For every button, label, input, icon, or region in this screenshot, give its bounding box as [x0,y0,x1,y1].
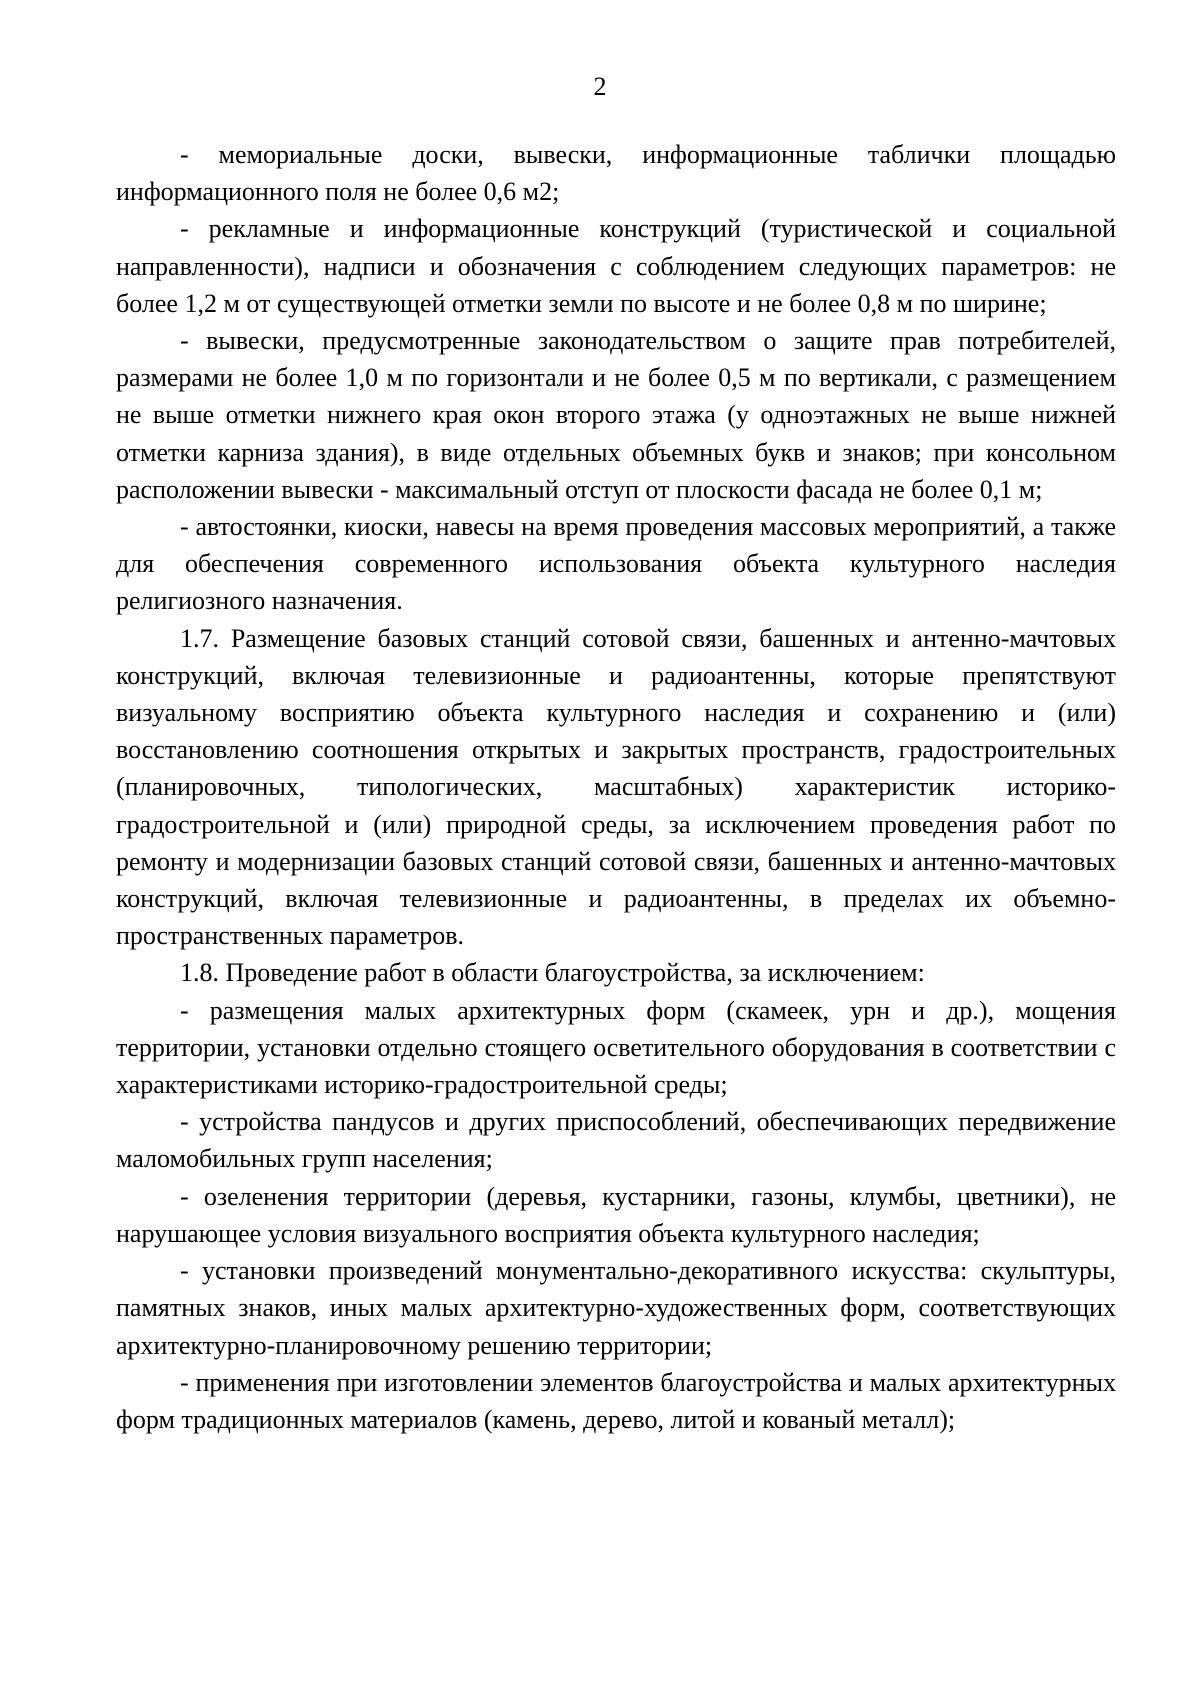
page-number: 2 [593,72,607,101]
paragraph-section-1-8: 1.8. Проведение работ в области благоустройства, за исключением: [180,958,925,988]
paragraph-landscaping: - озеленения территории (деревья, кустарники, газоны, клумбы, цветники), не нарушающее условия визуального восприятия объекта культурного наследия; [116,1181,1116,1248]
paragraph-signboards: - вывески, предусмотренные законодательством о защите прав потребителей, размерами не более 1,0 м по горизонтали и не более 0,5 м по вертикали, с размещением не выше отметки нижнего края окон второго этажа (у одноэтажных не выше нижней отметки карниза здания), в виде отдельных объемных букв и знаков; при консольном расположении вывески - максимальный отступ от плоскости фасада не более 0,1 м; [116,326,1116,504]
paragraph-ramps: - устройства пандусов и других приспособлений, обеспечивающих передвижение маломобильных групп населения; [116,1107,1116,1174]
paragraph-parking-kiosks: - автостоянки, киоски, навесы на время проведения массовых мероприятий, а также для обеспечения современного использования объекта культурного наследия религиозного назначения. [116,512,1116,616]
document-body [116,136,1116,1438]
paragraph-monumental-art: - установки произведений монументально-декоративного искусства: скульптуры, памятных знаков, иных малых архитектурно-художественных форм, соответствующих архитектурно-планировочному решению территории; [116,1256,1116,1360]
paragraph-traditional-materials: - применения при изготовлении элементов благоустройства и малых архитектурных форм традиционных материалов (камень, дерево, литой и кованый металл); [116,1367,1116,1434]
paragraph-small-architectural-forms: - размещения малых архитектурных форм (скамеек, урн и др.), мощения территории, установки отдельно стоящего осветительного оборудования в соответствии с характеристиками историко-градостроительной среды; [116,995,1116,1100]
paragraph-memorial-plaques: - мемориальные доски, вывески, информационные таблички площадью информационного поля не более 0,6 м2; [116,140,1116,207]
paragraph-section-1-7: 1.7. Размещение базовых станций сотовой связи, башенных и антенно-мачтовых конструкций, включая телевизионные и радиоантенны, которые препятствуют визуальному восприятию объекта культурного наследия и сохранению и (или) восстановлению соотношения открытых и закрытых пространств, градостроительных (планировочных, типологических, масштабных) характеристик историко-градостроительной и (или) природной среды, за исключением проведения работ по ремонту и модернизации базовых станций сотовой связи, башенных и антенно-мачтовых конструкций, включая телевизионные и радиоантенны, в пределах их объемно-пространственных параметров. [116,623,1116,951]
paragraph-advertising-structures: - рекламные и информационные конструкций (туристической и социальной направленности), надписи и обозначения с соблюдением следующих параметров: не более 1,2 м от существующей отметки земли по высоте и не более 0,8 м по ширине; [116,214,1116,318]
